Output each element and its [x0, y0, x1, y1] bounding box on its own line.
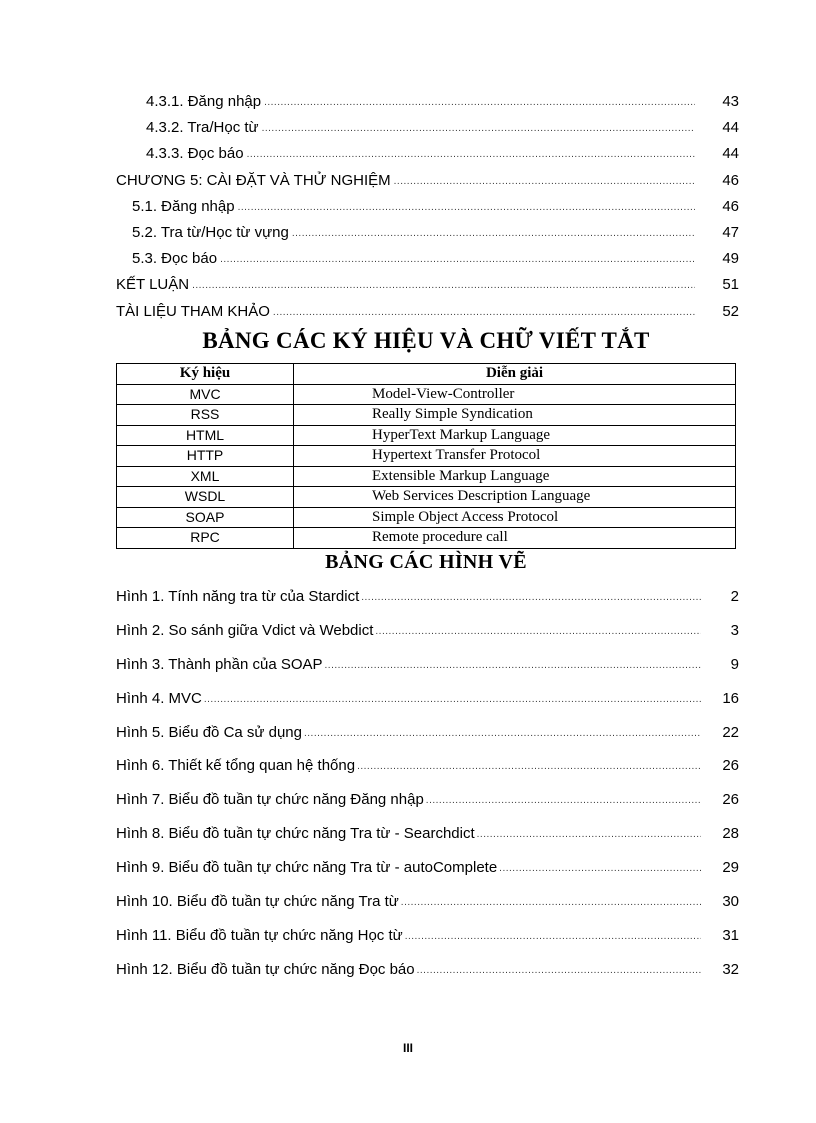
- toc-entry[interactable]: [116, 172, 739, 198]
- toc-entry-page: 49: [722, 250, 739, 268]
- table-row: [117, 425, 736, 446]
- symbol-cell: HTTP: [117, 446, 294, 467]
- toc-entry[interactable]: [116, 93, 739, 119]
- figure-entry-label: Hình 5. Biểu đồ Ca sử dụng: [116, 723, 302, 741]
- figure-entry-label: Hình 3. Thành phần của SOAP: [116, 655, 323, 673]
- symbol-cell: RPC: [117, 528, 294, 549]
- leader-dots: [192, 280, 695, 291]
- symbol-cell: MVC: [117, 384, 294, 405]
- figure-entry-page: 16: [722, 689, 739, 707]
- table-row: [117, 384, 736, 405]
- toc-entry-page: 52: [722, 302, 739, 320]
- figure-entry-page: 28: [722, 825, 739, 843]
- table-of-contents: [116, 93, 739, 329]
- toc-entry-page: 43: [722, 93, 739, 110]
- figure-entry-label: Hình 6. Thiết kế tổng quan hệ thống: [116, 757, 356, 775]
- leader-dots: [357, 761, 701, 772]
- leader-dots: [375, 626, 701, 637]
- description-cell: Extensible Markup Language: [294, 466, 736, 487]
- figure-entry[interactable]: [116, 927, 739, 961]
- figure-entry-label: Hình 4. MVC: [116, 689, 202, 707]
- figure-entry[interactable]: [116, 825, 739, 859]
- description-cell: Web Services Description Language: [294, 487, 736, 508]
- leader-dots: [499, 863, 701, 874]
- leader-dots: [247, 149, 695, 160]
- figure-entry[interactable]: [116, 690, 739, 724]
- leader-dots: [292, 228, 695, 239]
- toc-entry[interactable]: [116, 119, 739, 145]
- table-row: [117, 446, 736, 467]
- toc-entry-label: 5.3. Đọc báo: [132, 250, 220, 267]
- figures-section-title: BẢNG CÁC HÌNH VẼ: [325, 551, 527, 573]
- column-header-description: Diễn giải: [294, 364, 736, 385]
- description-cell: Model-View-Controller: [294, 384, 736, 405]
- leader-dots: [417, 965, 701, 976]
- leader-dots: [273, 307, 695, 318]
- leader-dots: [204, 694, 701, 705]
- figure-entry[interactable]: [116, 961, 739, 995]
- toc-entry-label: 4.3.3. Đọc báo: [146, 145, 247, 162]
- figure-entry-page: 22: [722, 723, 739, 741]
- figure-entry-page: 2: [730, 588, 739, 605]
- leader-dots: [304, 728, 701, 739]
- toc-entry-page: 44: [722, 119, 739, 137]
- toc-entry[interactable]: [116, 250, 739, 276]
- toc-entry[interactable]: [116, 198, 739, 224]
- figure-entry-label: Hình 2. So sánh giữa Vdict và Webdict: [116, 621, 374, 639]
- column-header-symbol: Ký hiệu: [117, 364, 294, 385]
- figure-entry-label: Hình 9. Biểu đồ tuần tự chức năng Tra từ - autoComplete: [116, 859, 498, 877]
- toc-entry-label: TÀI LIỆU THAM KHẢO: [116, 303, 273, 320]
- description-cell: Remote procedure call: [294, 528, 736, 549]
- page-number: III: [402, 1041, 413, 1055]
- figure-entry-label: Hình 8. Biểu đồ tuần tự chức năng Tra từ - Searchdict: [116, 825, 475, 843]
- leader-dots: [262, 123, 695, 134]
- figure-entry-label: Hình 1. Tính năng tra từ của Stardict: [116, 588, 360, 605]
- toc-entry-label: 4.3.2. Tra/Học từ: [146, 119, 262, 136]
- toc-entry[interactable]: [116, 145, 739, 171]
- figure-entry-page: 26: [722, 791, 739, 809]
- figure-entry[interactable]: [116, 893, 739, 927]
- description-cell: Really Simple Syndication: [294, 405, 736, 426]
- figure-entry-page: 31: [722, 926, 739, 944]
- toc-entry-label: 5.2. Tra từ/Học từ vựng: [132, 224, 292, 241]
- figure-entry-page: 3: [730, 621, 739, 639]
- description-cell: Simple Object Access Protocol: [294, 507, 736, 528]
- toc-entry[interactable]: [116, 303, 739, 329]
- figure-entry-label: Hình 10. Biểu đồ tuần tự chức năng Tra từ: [116, 893, 399, 911]
- figure-entry-page: 32: [722, 960, 739, 978]
- leader-dots: [401, 897, 701, 908]
- figure-entry-label: Hình 12. Biểu đồ tuần tự chức năng Đọc báo: [116, 960, 415, 978]
- symbols-table: [116, 363, 736, 549]
- symbol-cell: XML: [117, 466, 294, 487]
- figure-entry-page: 9: [730, 655, 739, 673]
- leader-dots: [325, 660, 701, 671]
- leader-dots: [264, 97, 695, 108]
- toc-entry-label: 5.1. Đăng nhập: [132, 198, 238, 215]
- toc-entry-page: 46: [722, 171, 739, 189]
- figure-entry[interactable]: [116, 656, 739, 690]
- leader-dots: [477, 829, 701, 840]
- toc-entry-label: KẾT LUẬN: [116, 276, 192, 293]
- figure-entry[interactable]: [116, 757, 739, 791]
- table-row: [117, 507, 736, 528]
- toc-entry-page: 46: [722, 197, 739, 215]
- figures-list: [116, 588, 739, 995]
- symbol-cell: WSDL: [117, 487, 294, 508]
- symbols-section-title: BẢNG CÁC KÝ HIỆU VÀ CHỮ VIẾT TẮT: [202, 328, 650, 353]
- figure-entry-page: 30: [722, 893, 739, 911]
- figure-entry[interactable]: [116, 791, 739, 825]
- figure-entry[interactable]: [116, 588, 739, 622]
- symbol-cell: RSS: [117, 405, 294, 426]
- table-row: [117, 487, 736, 508]
- figure-entry[interactable]: [116, 859, 739, 893]
- toc-entry-page: 51: [722, 276, 739, 294]
- toc-entry-page: 44: [722, 145, 739, 163]
- table-header-row: [117, 364, 736, 385]
- figure-entry[interactable]: [116, 724, 739, 758]
- figure-entry-label: Hình 7. Biểu đồ tuần tự chức năng Đăng nhập: [116, 791, 424, 809]
- symbol-cell: SOAP: [117, 507, 294, 528]
- toc-entry-label: 4.3.1. Đăng nhập: [146, 93, 264, 110]
- figure-entry-page: 29: [722, 859, 739, 877]
- description-cell: Hypertext Transfer Protocol: [294, 446, 736, 467]
- leader-dots: [220, 254, 695, 265]
- table-row: [117, 466, 736, 487]
- toc-entry-label: CHƯƠNG 5: CÀI ĐẶT VÀ THỬ NGHIỆM: [116, 172, 394, 189]
- figure-entry-label: Hình 11. Biểu đồ tuần tự chức năng Học từ: [116, 926, 403, 944]
- leader-dots: [238, 202, 695, 213]
- leader-dots: [394, 176, 695, 187]
- leader-dots: [426, 795, 701, 806]
- symbol-cell: HTML: [117, 425, 294, 446]
- leader-dots: [361, 592, 701, 603]
- toc-entry[interactable]: [116, 276, 739, 302]
- toc-entry-page: 47: [722, 223, 739, 241]
- table-row: [117, 405, 736, 426]
- table-row: [117, 528, 736, 549]
- leader-dots: [405, 931, 701, 942]
- description-cell: HyperText Markup Language: [294, 425, 736, 446]
- figure-entry-page: 26: [722, 757, 739, 775]
- figure-entry[interactable]: [116, 622, 739, 656]
- toc-entry[interactable]: [116, 224, 739, 250]
